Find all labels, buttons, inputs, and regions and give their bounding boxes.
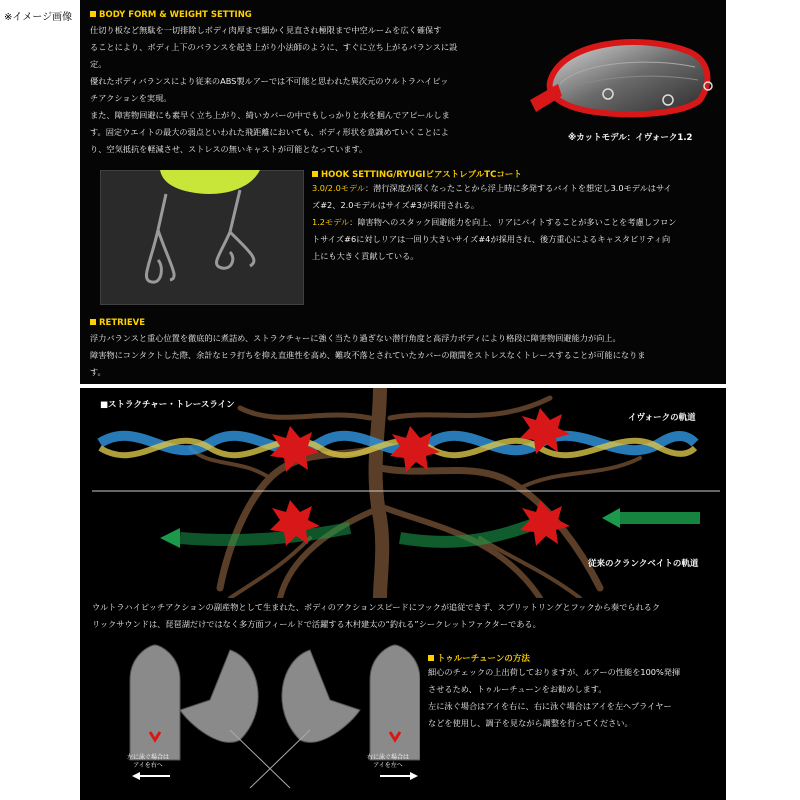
body-form-line: り、空気抵抗を軽減させ、ストレスの無いキャストが可能となっています。 [90, 144, 368, 154]
true-tune-line: などを使用し、調子を見ながら調整を行ってください。 [428, 718, 633, 728]
evoke-path-label: イヴォークの軌道 [628, 413, 696, 423]
bullet-square-icon [312, 171, 318, 177]
bullet-square-icon [428, 655, 434, 661]
click-sound-text [92, 599, 722, 633]
hook-setting-line: 3.0/2.0モデル：潜行深度が深くなったことから浮上時に多発するバイトを想定し3.0モデルはサイ [312, 183, 672, 193]
image-label: ※イメージ画像 [4, 12, 73, 23]
retrieve-line: 浮力バランスと重心位置を徹底的に煮詰め、ストラクチャーに強く当たり過ぎない潜行角度と高浮力ボディにより格段に障害物回避能力が向上。 [90, 333, 621, 343]
bullet-square-icon [90, 11, 96, 17]
conventional-path-label: 従来のクランクベイトの軌道 [588, 559, 699, 569]
body-form-line: 仕切り板など無駄を一切排除しボディ肉厚まで細かく見直され極限まで中空ルームを広く確保す [90, 25, 442, 35]
body-form-line: また、障害物回避にも素早く立ち上がり、綺いカバーの中でもしっかりと水を掴んでアピールしま [90, 110, 450, 120]
retrieve-line: 障害物にコンタクトした際、余計なヒラ打ちを抑え直進性を高め、難攻不落とされていたカバーの隙間をストレスなくトレースすることが可能になりま [90, 350, 646, 360]
hook-setting-title: HOOK SETTING/RYUGIビアストレブルTCコート [312, 168, 522, 180]
treble-hook-image [100, 170, 304, 305]
hook-setting-line: ズ#2、2.0モデルはサイズ#3が採用される。 [312, 200, 480, 210]
click-sound-line: ウルトラハイピッチアクションの副産物として生まれた、ボディのアクションスピードにフックが追従できず、スプリットリングとフックから奏でられるク [92, 602, 661, 612]
retrieve-text [90, 330, 720, 381]
structure-trace-title: ■ストラクチャー・トレースライン [100, 400, 235, 410]
body-form-line: 優れたボディバランスにより従来のABS製ルアーでは不可能と思われた異次元のウルトラハイピッ [90, 76, 449, 86]
true-tune-line: 細心のチェックの上出荷しておりますが、ルアーの性能を100%発揮 [428, 667, 681, 677]
feature-panel-top [80, 0, 726, 384]
feature-panel-bottom [80, 388, 726, 800]
true-tune-line: 左に泳ぐ場合はアイを右に、右に泳ぐ場合はアイを左へプライヤー [428, 701, 672, 711]
body-form-line: 定。 [90, 59, 107, 69]
click-sound-line: リックサウンドは、琵琶湖だけではなく多方面フィールドで活躍する木村建太の“釣れる”シークレットファクターである。 [92, 619, 541, 629]
body-form-line: チアクションを実現。 [90, 93, 172, 103]
right-swim-note: 右に泳ぐ場合は アイを左へ [366, 754, 409, 769]
left-swim-note: 左に泳ぐ場合は アイを右へ [126, 754, 169, 769]
cut-model-lure-image [530, 22, 720, 127]
retrieve-title: RETRIEVE [90, 318, 145, 328]
hook-setting-line: 上にも大きく貢献している。 [312, 251, 419, 261]
retrieve-line: す。 [90, 367, 106, 377]
true-tune-title: トゥルーチューンの方法 [428, 652, 530, 664]
hook-setting-line: 1.2モデル：障害物へのスタック回避能力を向上、リアにバイトすることが多いことを考慮しフロン [312, 217, 677, 227]
hook-setting-line: トサイズ#6に対しリアは一回り大きいサイズ#4が採用され、後方重心によるキャスタビリティ向 [312, 234, 671, 244]
true-tune-text [428, 664, 720, 732]
body-form-text [90, 22, 520, 158]
hook-setting-text [312, 180, 722, 265]
cut-model-caption: ※カットモデル：イヴォーク1.2 [568, 133, 693, 143]
body-form-title: BODY FORM & WEIGHT SETTING [90, 10, 252, 20]
body-form-line: ることにより、ボディ上下のバランスを起き上がり小法師のように、すぐに立ち上がるバランスに設 [90, 42, 458, 52]
true-tune-line: させるため、トゥルーチューンをお勧めします。 [428, 684, 607, 694]
bullet-square-icon [90, 319, 96, 325]
body-form-line: す。固定ウエイトの最大の弱点といわれた飛距離においても、ボディ形状を意識めていくことによ [90, 127, 449, 137]
